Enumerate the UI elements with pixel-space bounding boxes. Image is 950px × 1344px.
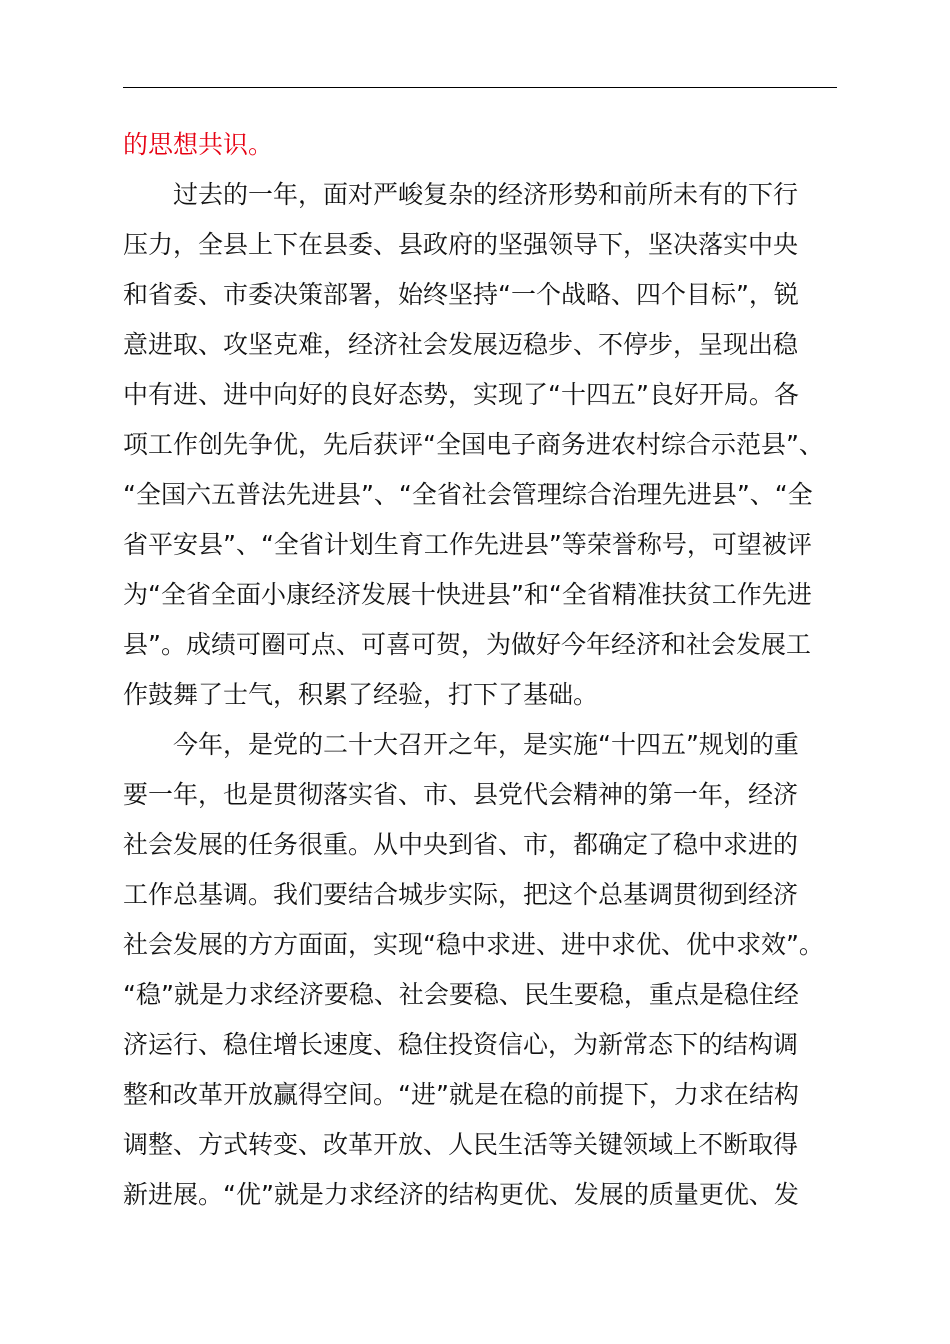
text-line: 过去的一年，面对严峻复杂的经济形势和前所未有的下行 [173, 180, 799, 209]
text-line: 作鼓舞了士气，积累了经验，打下了基础。 [123, 680, 599, 709]
text-line: 济运行、稳住增长速度、稳住投资信心，为新常态下的结构调 [123, 1030, 799, 1059]
text-line: 社会发展的任务很重。从中央到省、市，都确定了稳中求进的 [123, 830, 799, 859]
text-line: 县”。成绩可圈可点、可喜可贺，为做好今年经济和社会发展工 [123, 630, 811, 659]
text-line: 压力，全县上下在县委、县政府的坚强领导下，坚决落实中央 [123, 230, 799, 259]
text-line: 今年，是党的二十大召开之年，是实施“十四五”规划的重 [173, 730, 799, 759]
text-line: 为“全省全面小康经济发展十快进县”和“全省精准扶贫工作先进 [123, 580, 812, 609]
text-line: 整和改革开放赢得空间。“进”就是在稳的前提下，力求在结构 [123, 1080, 799, 1109]
text-line: 工作总基调。我们要结合城步实际，把这个总基调贯彻到经济 [123, 880, 799, 909]
text-line: 新进展。“优”就是力求经济的结构更优、发展的质量更优、发 [123, 1180, 799, 1209]
text-line: 省平安县”、“全省计划生育工作先进县”等荣誉称号，可望被评 [123, 530, 812, 559]
highlighted-text-line: 的思想共识。 [123, 130, 274, 159]
text-line: “稳”就是力求经济要稳、社会要稳、民生要稳，重点是稳住经 [123, 980, 799, 1009]
text-line: 社会发展的方方面面，实现“稳中求进、进中求优、优中求效”。 [123, 930, 824, 959]
text-line: 要一年，也是贯彻落实省、市、县党代会精神的第一年，经济 [123, 780, 799, 809]
text-line: 意进取、攻坚克难，经济社会发展迈稳步、不停步，呈现出稳 [123, 330, 799, 359]
text-line: 中有进、进中向好的良好态势，实现了“十四五”良好开局。各 [123, 380, 799, 409]
text-line: 项工作创先争优，先后获评“全国电子商务进农村综合示范县”、 [123, 430, 824, 459]
text-line: “全国六五普法先进县”、“全省社会管理综合治理先进县”、“全 [123, 480, 813, 509]
document-body [123, 120, 837, 1220]
text-line: 调整、方式转变、改革开放、人民生活等关键领域上不断取得 [123, 1130, 799, 1159]
text-line: 和省委、市委决策部署，始终坚持“一个战略、四个目标”，锐 [123, 280, 799, 309]
header-rule [123, 87, 837, 88]
